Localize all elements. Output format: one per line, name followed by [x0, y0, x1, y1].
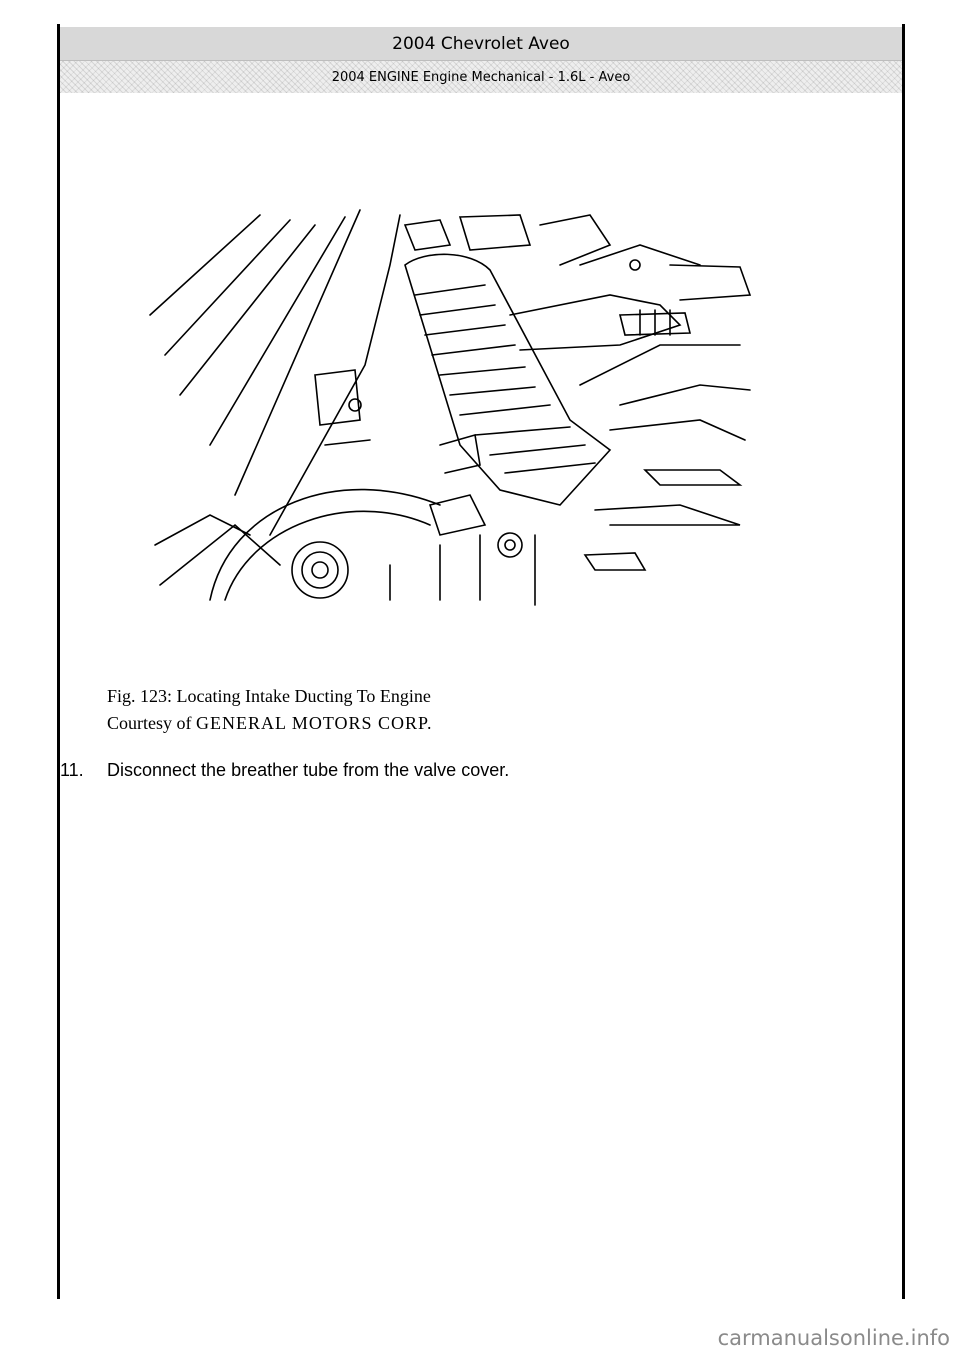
caption-title: Fig. 123: Locating Intake Ducting To Engine — [107, 686, 431, 706]
intake-ducting-illustration — [140, 205, 760, 610]
caption-courtesy — [107, 710, 433, 737]
procedure-step — [60, 760, 509, 781]
courtesy-organization: GENERAL MOTORS CORP. — [196, 713, 433, 733]
site-watermark: carmanualsonline.info — [717, 1326, 950, 1350]
step-number: 11. — [60, 760, 84, 780]
page-header — [60, 27, 902, 93]
courtesy-prefix: Courtesy of — [107, 713, 192, 733]
figure-caption — [107, 683, 433, 737]
document-title: 2004 Chevrolet Aveo — [60, 27, 902, 61]
document-subtitle: 2004 ENGINE Engine Mechanical - 1.6L - Aveo — [60, 61, 902, 93]
step-text: Disconnect the breather tube from the valve cover. — [107, 760, 510, 780]
